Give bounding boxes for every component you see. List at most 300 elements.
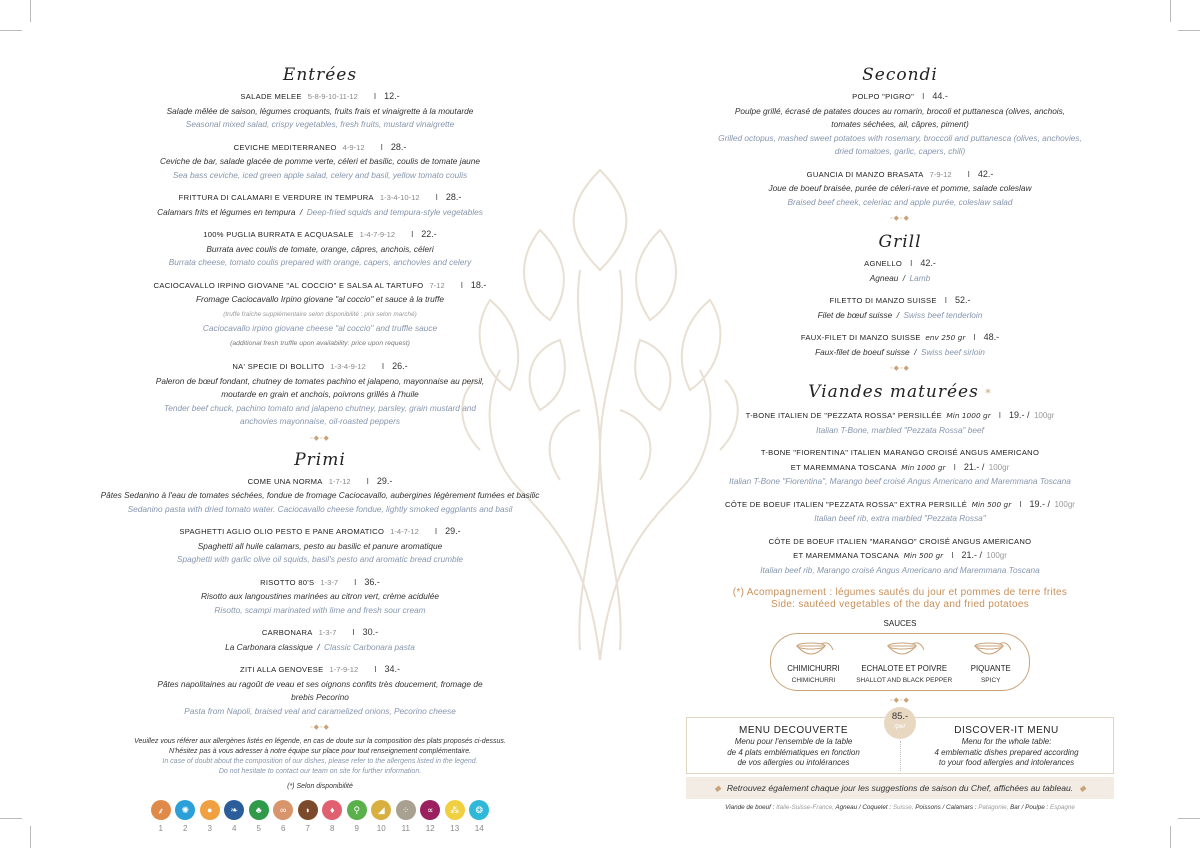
item-description <box>90 374 550 388</box>
mollusc-icon: ❂ <box>469 800 489 820</box>
allergen-number: 1 <box>158 824 163 833</box>
crop-mark <box>1178 30 1200 31</box>
disclaimer-en <box>90 757 550 777</box>
item-description <box>670 563 1130 577</box>
item-name: RISOTTO 80'S <box>260 577 315 587</box>
price-separator: I <box>973 333 976 342</box>
description-fr: Faux-filet de boeuf suisse <box>815 346 910 357</box>
left-page <box>90 64 550 833</box>
menu-price: 85.- <box>891 711 909 722</box>
item-price: 28.- <box>390 141 407 152</box>
item-allergens: 1-3-7 <box>318 628 337 637</box>
slash: / <box>896 309 900 320</box>
item-header <box>670 89 1130 104</box>
price-separator: I <box>910 259 913 268</box>
menu-item <box>670 293 1130 321</box>
item-allergens: 1-3-4-10-12 <box>379 193 420 202</box>
item-name: CEVICHE MEDITERRANEO <box>233 142 337 152</box>
description-en: Grilled octopus, mashed sweet potatoes with rosemary, broccoli and puttanesca (olives, anchovies, <box>718 132 1082 143</box>
item-price: 52.- <box>954 295 971 305</box>
section-viandes <box>670 381 1130 585</box>
item-description <box>670 104 1130 118</box>
accompaniment-en: Side: sautéed vegetables of the day and fried potatoes <box>770 599 1030 610</box>
item-description <box>670 308 1130 322</box>
sauces-box <box>770 633 1030 691</box>
item-allergens: 1-7-12 <box>328 476 351 486</box>
allergen-number: 2 <box>183 824 188 833</box>
crop-mark <box>0 30 22 31</box>
item-description <box>90 321 550 335</box>
price-separator: I <box>366 476 369 486</box>
crop-mark <box>30 0 31 22</box>
item-name: GUANCIA DI MANZO BRASATA <box>806 169 924 179</box>
section-title: Grill <box>878 232 922 252</box>
sauce-item <box>787 638 839 685</box>
nuts-icon: ♦ <box>322 800 342 820</box>
accompaniment <box>670 587 1130 611</box>
menu-en <box>900 718 1113 773</box>
description-fr: La Carbonara classique <box>225 641 313 652</box>
item-header <box>90 140 550 155</box>
diamond-icon: ◆ <box>1079 782 1086 793</box>
disclaimer-line: In case of doubt about the composition of our dishes, please refer to the allergens listed in the legend. <box>162 758 478 765</box>
fish-icon: ❧ <box>224 800 244 820</box>
menu-desc-line: Menu pour l'ensemble de la table <box>734 737 853 746</box>
item-price: 19.- / <box>1008 410 1030 420</box>
price-unit: 100gr <box>988 462 1010 472</box>
item-header <box>90 89 550 104</box>
item-description <box>90 414 550 428</box>
item-description <box>90 104 550 118</box>
item-description <box>90 117 550 131</box>
soy-icon: ∞ <box>273 800 293 820</box>
description-fr: brebis Pecorino <box>291 692 349 702</box>
shallot-bowl-icon <box>882 638 926 660</box>
price-separator: I <box>374 665 377 674</box>
item-name: 100% PUGLIA BURRATA E ACQUASALE <box>203 230 354 239</box>
item-header <box>90 278 550 293</box>
sauce-name: ECHALOTE ET POIVRE <box>861 664 948 673</box>
menu-item <box>670 408 1130 436</box>
price-separator: I <box>354 577 357 587</box>
menu-item <box>670 445 1130 488</box>
menu-item <box>670 256 1130 284</box>
allergen-disclaimer <box>90 737 550 833</box>
item-description <box>90 552 550 566</box>
crop-mark <box>1170 826 1171 848</box>
menu-item <box>670 330 1130 358</box>
item-name: CÔTE DE BOEUF ITALIEN "PEZZATA ROSSA" EXTRA PERSILLÉ <box>725 499 968 509</box>
description-nen: (additional fresh truffle upon availability: price upon request) <box>230 339 410 347</box>
item-name: CACIOCAVALLO IRPINO GIOVANE "AL COCCIO" E SALSA AL TARTUFO <box>153 280 424 290</box>
item-name: CARBONARA <box>261 628 313 637</box>
description-fr: Paleron de bœuf fondant, chutney de tomates pachino et jalapeno, mayonnaise au persil, <box>155 375 485 386</box>
item-header <box>670 497 1130 512</box>
description-fr: Burrata avec coulis de tomate, orange, câpres, anchois, céleri <box>206 243 434 254</box>
item-price: 30.- <box>362 627 379 637</box>
item-name: ZITI ALLA GENOVESE <box>240 665 324 674</box>
price-unit: 100gr <box>1033 411 1055 420</box>
sauce-item <box>856 638 952 685</box>
description-fr: Spaghetti all huile calamars, pesto au basilic et panure aromatique <box>197 540 443 551</box>
item-allergens: 1-7-9-12 <box>329 665 359 674</box>
ornament: ◦◆◦◆ <box>310 434 330 442</box>
item-price: 12.- <box>384 91 400 101</box>
description-en: Sea bass ceviche, iced green apple salad, celery and basil, yellow tomato coulis <box>172 169 468 180</box>
sesame-icon: ⁘ <box>396 800 416 820</box>
item-allergens: 5-8-9-10-11-12 <box>307 92 358 101</box>
description-en: dried tomatoes, garlic, capers, chili) <box>834 146 966 156</box>
item-price: 22.- <box>421 229 437 239</box>
allergen-number: 12 <box>425 824 435 833</box>
ornament: ◦◆◦◆ <box>890 215 910 222</box>
description-fr: Risotto aux langoustines marinées au citron vert, crème acidulée <box>201 591 439 601</box>
price-separator: I <box>998 411 1001 420</box>
price-separator: I <box>435 193 438 202</box>
item-weight: Min 500 gr <box>903 551 944 560</box>
item-allergens: 1-3-7 <box>320 577 339 587</box>
description-fr: Ceviche de bar, salade glacée de pomme verte, céleri et basilic, coulis de tomate jaune <box>159 156 481 166</box>
item-description <box>670 117 1130 131</box>
item-price: 48.- <box>983 332 1000 342</box>
origin-value: Patagonie, <box>978 803 1009 811</box>
item-name-line2: ET MAREMMANA TOSCANA <box>790 462 897 472</box>
allergen-number: 3 <box>207 824 212 833</box>
menu-desc-line: Menu for the whole table: <box>961 737 1052 746</box>
description-fr: Filet de bœuf suisse <box>817 309 893 320</box>
item-description <box>90 387 550 401</box>
description-en: Deep-fried squids and tempura-style vegetables <box>306 206 483 217</box>
section-title: Secondi <box>862 65 938 85</box>
item-description <box>670 474 1130 488</box>
origin-value: Suisse, <box>892 803 914 811</box>
menu-item <box>670 89 1130 158</box>
description-fr: moutarde en grain et anchois, poivrons grillés à l'huile <box>221 389 419 399</box>
item-name: SPAGHETTI AGLIO OLIO PESTO E PANE AROMATICO <box>179 527 385 536</box>
item-description <box>90 335 550 351</box>
description-en: Italian T-Bone, marbled "Pezzata Rossa" beef <box>816 424 984 435</box>
sauce-name: PIQUANTE <box>970 664 1011 673</box>
menu-item <box>90 359 550 428</box>
menu-title-fr: MENU DECOUVERTE <box>739 725 848 736</box>
origin-key: Agneau / Coquelet : <box>835 803 892 811</box>
item-weight: Min 1000 gr <box>946 411 991 420</box>
menu-item <box>90 190 550 218</box>
description-en: Swiss beef tenderloin <box>903 309 983 320</box>
description-en: Burrata cheese, tomato coulis prepared with orange, capers, anchovies and celery <box>168 257 472 267</box>
item-weight: Min 1000 gr <box>901 462 946 472</box>
item-price: 36.- <box>364 576 380 587</box>
description-en: Sedanino pasta with dried tomato water. Caciocavallo cheese fondue, lightly smoked eggplants and basil <box>127 503 513 514</box>
item-description <box>90 690 550 704</box>
description-fr: Pâtes napolitaines au ragoût de veau et ses oignons confits très doucement, fromage de <box>157 678 483 689</box>
ornament: ◦◆◦◆ <box>310 724 330 731</box>
description-en: Pasta from Napoli, braised veal and caramelized onions, Pecorino cheese <box>184 705 456 716</box>
item-header <box>90 575 550 590</box>
sauce-name-en: SPICY <box>980 677 1001 684</box>
item-name: SALADE MELEE <box>240 92 302 101</box>
chili-bowl-icon <box>969 638 1013 660</box>
item-header <box>90 190 550 205</box>
description-nfr: (truffe fraîche supplémentaire selon disponibilité : prix selon marché) <box>223 310 417 318</box>
item-header <box>670 330 1130 345</box>
price-separator: I <box>381 362 385 371</box>
price-unit: 100gr <box>986 551 1007 560</box>
price-separator: I <box>411 230 414 239</box>
section-title: Primi <box>294 449 346 470</box>
menu-item <box>90 524 550 566</box>
menu-item <box>670 497 1130 525</box>
crustacean-icon: ✺ <box>175 800 195 820</box>
banner-text: Retrouvez également chaque jour les suggestions de saison du Chef, affichées au tableau. <box>726 782 1074 793</box>
item-description <box>90 154 550 168</box>
item-price: 21.- / <box>961 550 982 560</box>
section-title-text: Viandes maturées <box>808 382 979 402</box>
item-price: 26.- <box>392 361 408 371</box>
disclaimer-line: Do not hesitate to contact our team on site for further information. <box>218 768 422 775</box>
description-fr: Calamars frits et légumes en tempura <box>157 206 296 217</box>
item-header <box>90 227 550 242</box>
description-en: Italian beef rib, extra marbled "Pezzata Rossa" <box>814 513 986 523</box>
item-description <box>670 345 1130 359</box>
price-separator: I <box>434 527 438 536</box>
item-description <box>90 640 550 654</box>
item-description <box>90 242 550 256</box>
diamond-icon: ◆ <box>714 782 721 793</box>
description-fr: Joue de boeuf braisée, purée de céleri-rave et pomme, salade coleslaw <box>768 183 1032 193</box>
menu-item <box>90 662 550 717</box>
item-price: 42.- <box>920 258 936 268</box>
item-name: COME UNA NORMA <box>247 476 323 486</box>
herb-bowl-icon <box>791 638 835 660</box>
item-description <box>90 589 550 603</box>
allergen-number: 4 <box>232 824 237 833</box>
lupin-icon: ⁂ <box>445 800 465 820</box>
item-price: 28.- <box>445 192 462 202</box>
price-separator: I <box>953 462 956 472</box>
slash: / <box>317 641 320 652</box>
section-secondi <box>670 64 1130 225</box>
item-name: NA' SPECIE DI BOLLITO <box>232 362 325 371</box>
item-allergens: 7-9-12 <box>929 169 952 179</box>
section-primi <box>90 449 550 735</box>
gluten-icon: ⸙ <box>151 800 171 820</box>
ornament: ◦◆◦◆ <box>890 365 910 372</box>
item-description <box>90 502 550 516</box>
divider <box>900 741 901 771</box>
description-en: Caciocavallo irpino giovane cheese "al coccio" and truffle sauce <box>202 323 438 333</box>
meat-origins <box>686 803 1114 812</box>
description-en: Italian beef rib, Marango croisé Angus Americano and Maremmana Toscana <box>760 564 1040 575</box>
item-weight: Min 500 gr <box>971 499 1012 509</box>
origin-key: Viande de boeuf : <box>725 803 775 811</box>
item-price: 29.- <box>376 475 393 486</box>
item-name-line2: ET MAREMMANA TOSCANA <box>793 551 900 560</box>
item-description <box>670 144 1130 158</box>
item-allergens: 4-9-12 <box>342 142 365 152</box>
price-unit: 100gr <box>1054 499 1075 509</box>
slash: / <box>902 272 906 283</box>
item-header <box>670 167 1130 182</box>
allergen-number: 6 <box>281 824 286 833</box>
description-en: Classic Carbonara pasta <box>324 641 415 652</box>
allergen-number: 5 <box>256 824 261 833</box>
description-fr: Fromage Caciocavallo Irpino giovane "al coccio" et sauce à la truffe <box>195 294 444 304</box>
section-title <box>670 381 1130 405</box>
item-name: POLPO "PIGRO" <box>852 92 915 101</box>
item-header <box>90 524 550 539</box>
item-description <box>670 181 1130 195</box>
description-en: Italian T-Bone "Fiorentina", Marango beef croisé Angus Americano and Maremmana Toscana <box>729 476 1071 486</box>
item-description <box>90 488 550 502</box>
allergen-number: 14 <box>474 824 484 833</box>
celery-icon: ⚲ <box>347 800 367 820</box>
item-name: FILETTO DI MANZO SUISSE <box>829 296 937 305</box>
menu-price-unit: /per <box>894 723 906 730</box>
item-description <box>90 401 550 415</box>
item-price: 18.- <box>470 279 487 290</box>
milk-icon: ◗ <box>298 800 318 820</box>
description-en: Seasonal mixed salad, crispy vegetables, fresh fruits, mustard vinaigrette <box>185 119 455 129</box>
description-en: Tender beef chuck, pachino tomato and jalapeno chutney, parsley, grain mustard and <box>163 402 477 413</box>
chef-suggestions-banner <box>686 777 1114 799</box>
item-description <box>90 292 550 306</box>
disclaimer-line: Veuillez vous référer aux allergènes listés en légende, en cas de doute sur la composition des plats proposés ci-dessus. <box>134 738 506 745</box>
item-name: FAUX-FILET DI MANZO SUISSE <box>800 333 921 342</box>
section-grill <box>670 231 1130 375</box>
description-fr: Agneau <box>869 272 899 283</box>
menu-item <box>90 278 550 351</box>
price-separator: I <box>373 92 377 101</box>
menu-desc-line: de vos allergies ou intolérances <box>737 758 850 767</box>
menu-fr <box>687 718 900 773</box>
description-en: Braised beef cheek, celeriac and apple purée, coleslaw salad <box>787 196 1013 207</box>
item-weight: env 250 gr <box>925 333 966 342</box>
price-separator: I <box>380 142 383 152</box>
ornament <box>670 695 1130 707</box>
menu-title-en: DISCOVER-IT MENU <box>954 725 1059 736</box>
description-fr: Pâtes Sedanino à l'eau de tomates séchées, fondue de fromage Caciocavallo, aubergines légèrement fumées et basilic <box>100 490 540 500</box>
item-name: T-BONE "FIORENTINA" ITALIEN MARANGO CROISÉ ANGUS AMERICANO <box>760 448 1040 457</box>
crop-mark <box>30 826 31 848</box>
item-header <box>670 408 1130 423</box>
price-separator: I <box>352 628 355 637</box>
item-header <box>670 445 1130 474</box>
description-fr: tomates séchées, ail, câpres, piment) <box>831 119 969 129</box>
item-allergens: 7-12 <box>429 280 445 290</box>
slash: / <box>299 206 303 217</box>
right-page <box>670 64 1130 812</box>
peanut-icon: ♣ <box>249 800 269 820</box>
item-price: 42.- <box>977 168 994 179</box>
description-en: anchovies mayonnaise, oil-roasted peppers <box>239 416 401 426</box>
allergen-number: 7 <box>305 824 310 833</box>
slash: / <box>914 346 917 357</box>
price-separator: I <box>1019 499 1022 509</box>
item-price: 19.- / <box>1029 498 1051 509</box>
menu-desc-line: de 4 plats emblématiques en fonction <box>727 747 860 757</box>
asterisk: * <box>985 387 992 400</box>
menu-item <box>90 89 550 131</box>
description-fr: Poulpe grillé, écrasé de patates douces au romarin, brocoli et puttanesca (olives, anchois, <box>734 105 1066 116</box>
crop-mark <box>0 818 22 819</box>
item-name: AGNELLO <box>864 259 903 268</box>
description-en: Spaghetti with garlic olive oil squids, basil's pesto and aromatic bread crumble <box>176 554 464 564</box>
sauce-name: CHIMICHURRI <box>787 664 840 673</box>
mustard-icon: ◢ <box>371 800 391 820</box>
item-name: CÔTE DE BOEUF ITALIEN "MARANGO" CROISÉ ANGUS AMERICANO <box>768 536 1032 546</box>
crop-mark <box>1178 818 1200 819</box>
item-allergens: 1-4-7-12 <box>390 527 419 536</box>
disclaimer-fr <box>90 737 550 757</box>
item-name: T-BONE ITALIEN DE "PEZZATA ROSSA" PERSILLÉE <box>745 411 942 420</box>
sauces-title: SAUCES <box>883 619 917 628</box>
item-description <box>90 306 550 322</box>
allergen-number: 13 <box>450 824 460 833</box>
allergen-numbers <box>90 824 550 833</box>
sauce-name-en: SHALLOT AND BLACK PEPPER <box>856 677 953 684</box>
price-separator: I <box>967 169 970 179</box>
sulphite-icon: ∝ <box>420 800 440 820</box>
section-title: Entrées <box>282 65 358 85</box>
item-allergens: 1-4-7-9-12 <box>359 230 396 239</box>
item-allergens: 1-3-4-9-12 <box>330 362 366 371</box>
ornament-text: ◦◆◦◆ <box>890 697 910 704</box>
sauce-name-en: CHIMICHURRI <box>791 677 836 684</box>
menu-item <box>670 167 1130 209</box>
accompaniment-fr: (*) Acompagnement : légumes sautés du jour et pommes de terre frites <box>732 587 1068 598</box>
allergen-number: 9 <box>354 824 359 833</box>
price-separator: I <box>460 280 463 290</box>
item-price: 29.- <box>445 526 461 536</box>
menu-item <box>90 474 550 516</box>
item-header <box>90 474 550 489</box>
item-price: 34.- <box>384 664 400 674</box>
item-description <box>670 423 1130 437</box>
egg-icon: ● <box>200 800 220 820</box>
sauce-item <box>969 638 1013 685</box>
allergen-legend <box>90 800 550 820</box>
description-en: Lamb <box>909 272 931 283</box>
item-description <box>670 195 1130 209</box>
description-en: Swiss beef sirloin <box>920 346 985 357</box>
price-separator: I <box>951 551 954 560</box>
menu-price-badge <box>884 707 916 739</box>
origin-key: Poissons / Calamars : <box>915 803 977 811</box>
origin-value: Italie-Suisse-France, <box>776 803 834 811</box>
menu-item <box>90 140 550 182</box>
origin-value: Espagne <box>1050 803 1075 811</box>
menu-item <box>90 227 550 269</box>
item-description <box>670 511 1130 525</box>
item-header <box>670 534 1130 563</box>
menu-desc-line: to your food allergies and intolerances <box>938 758 1075 767</box>
item-description <box>90 677 550 691</box>
item-description <box>90 539 550 553</box>
item-description <box>670 131 1130 145</box>
description-en: Risotto, scampi marinated with lime and fresh sour cream <box>214 604 426 615</box>
menu-decouverte <box>686 711 1114 774</box>
item-header <box>90 662 550 677</box>
item-description <box>90 704 550 718</box>
allergen-number: 8 <box>330 824 335 833</box>
item-name: FRITTURA DI CALAMARI E VERDURE IN TEMPURA <box>178 193 374 202</box>
allergen-number: 10 <box>376 824 386 833</box>
menu-item <box>670 534 1130 577</box>
allergen-number: 11 <box>401 824 410 833</box>
item-description <box>670 271 1130 285</box>
item-header <box>90 359 550 374</box>
